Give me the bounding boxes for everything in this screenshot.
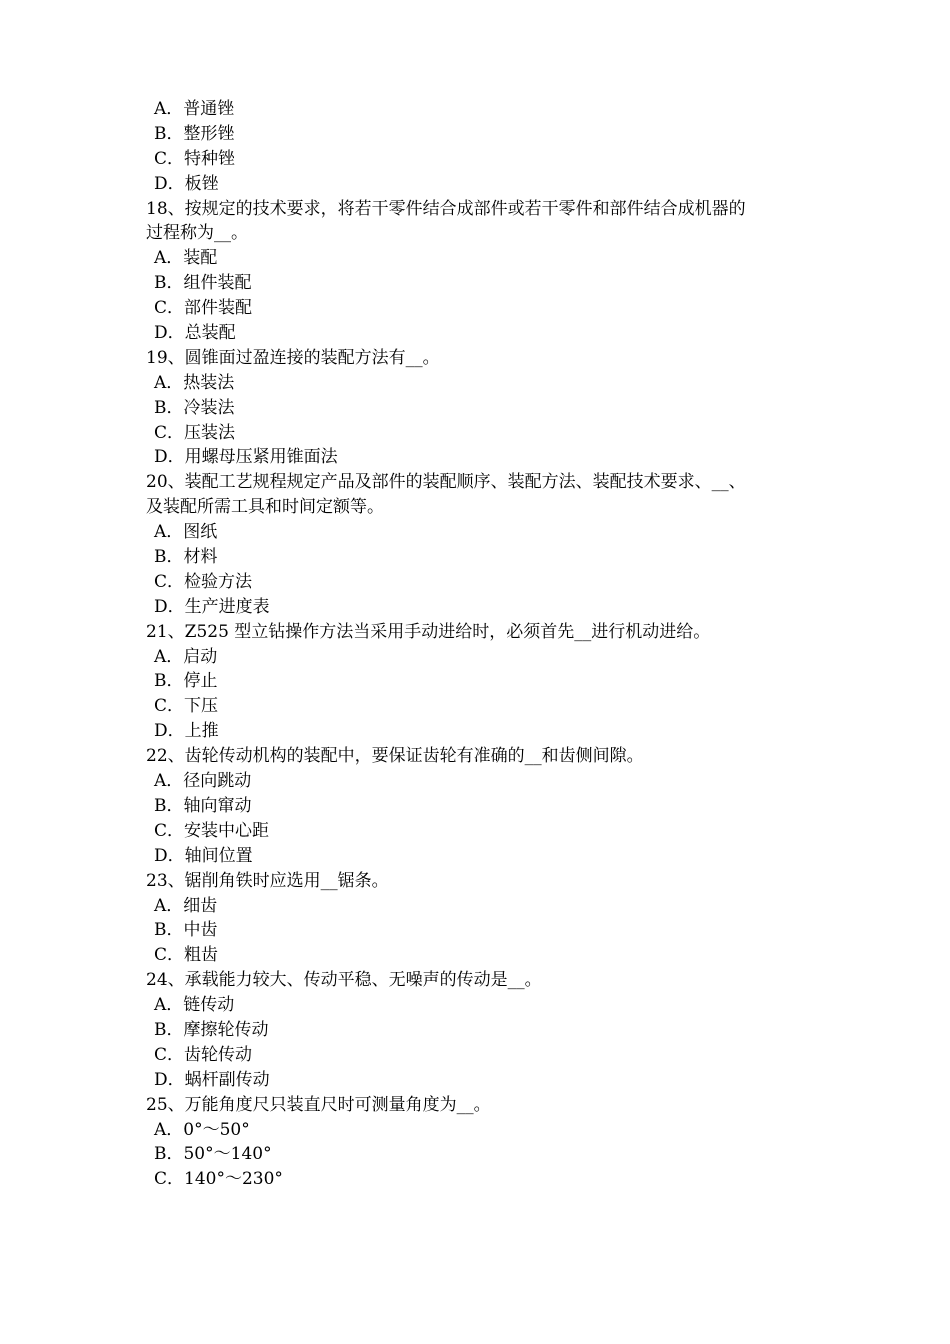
question-21-option-b: B．停止 — [154, 671, 218, 692]
option-pre-d: D．板锉 — [154, 173, 219, 194]
question-18-option-a: A．装配 — [154, 248, 218, 269]
question-25-option-a: A．0°～50° — [154, 1119, 250, 1140]
question-20-text: 20、装配工艺规程规定产品及部件的装配顺序、装配方法、装配技术要求、__、 — [146, 472, 746, 493]
question-18-option-b: B．组件装配 — [154, 273, 252, 294]
question-25-option-c: C．140°～230° — [154, 1169, 283, 1190]
option-pre-a: A．普通锉 — [154, 99, 235, 119]
question-25-text: 25、万能角度尺只装直尺时可测量角度为__。 — [146, 1094, 491, 1115]
question-20-text-cont: 及装配所需工具和时间定额等。 — [146, 497, 384, 518]
question-22-option-d: D．轴间位置 — [154, 845, 253, 866]
question-23-text: 23、锯削角铁时应选用__锯条。 — [146, 870, 389, 891]
option-pre-c: C．特种锉 — [154, 148, 236, 169]
question-21-option-a: A．启动 — [154, 646, 218, 667]
question-18-option-c: C．部件装配 — [154, 298, 253, 319]
question-22-option-b: B．轴向窜动 — [154, 795, 252, 816]
document-body — [146, 97, 826, 1192]
question-24-option-a: A．链传动 — [154, 995, 235, 1016]
question-23-option-a: A．细齿 — [154, 895, 218, 916]
question-22-option-c: C．安装中心距 — [154, 820, 270, 841]
question-22-text: 22、齿轮传动机构的装配中，要保证齿轮有准确的__和齿侧间隙。 — [146, 746, 644, 767]
question-21-option-c: C．下压 — [154, 696, 219, 717]
question-24-option-d: D．蜗杆副传动 — [154, 1069, 270, 1090]
question-23-option-b: B．中齿 — [154, 920, 218, 941]
question-18-option-d: D．总装配 — [154, 323, 236, 344]
question-19-option-c: C．压装法 — [154, 422, 236, 443]
question-21-option-d: D．上推 — [154, 721, 219, 742]
question-24-option-c: C．齿轮传动 — [154, 1044, 253, 1065]
question-19-text: 19、圆锥面过盈连接的装配方法有__。 — [146, 347, 440, 368]
question-20-option-b: B．材料 — [154, 547, 218, 568]
option-pre-b: B．整形锉 — [154, 123, 235, 144]
question-21-text: 21、Z525 型立钻操作方法当采用手动进给时，必须首先__进行机动进给。 — [146, 621, 711, 642]
question-23-option-c: C．粗齿 — [154, 945, 219, 966]
question-22-option-a: A．径向跳动 — [154, 771, 252, 792]
question-18-text: 18、按规定的技术要求，将若干零件结合成部件或若干零件和部件结合成机器的 — [146, 198, 746, 219]
question-19-option-d: D．用螺母压紧用锥面法 — [154, 447, 338, 468]
question-24-option-b: B．摩擦轮传动 — [154, 1019, 269, 1040]
question-19-option-a: A．热装法 — [154, 372, 235, 393]
question-20-option-a: A．图纸 — [154, 522, 218, 543]
question-20-option-d: D．生产进度表 — [154, 596, 270, 617]
question-24-text: 24、承载能力较大、传动平稳、无噪声的传动是__。 — [146, 970, 542, 991]
question-20-option-c: C．检验方法 — [154, 571, 253, 592]
question-18-text-cont: 过程称为__。 — [146, 223, 248, 244]
question-19-option-b: B．冷装法 — [154, 397, 235, 418]
question-25-option-b: B．50°～140° — [154, 1144, 272, 1165]
